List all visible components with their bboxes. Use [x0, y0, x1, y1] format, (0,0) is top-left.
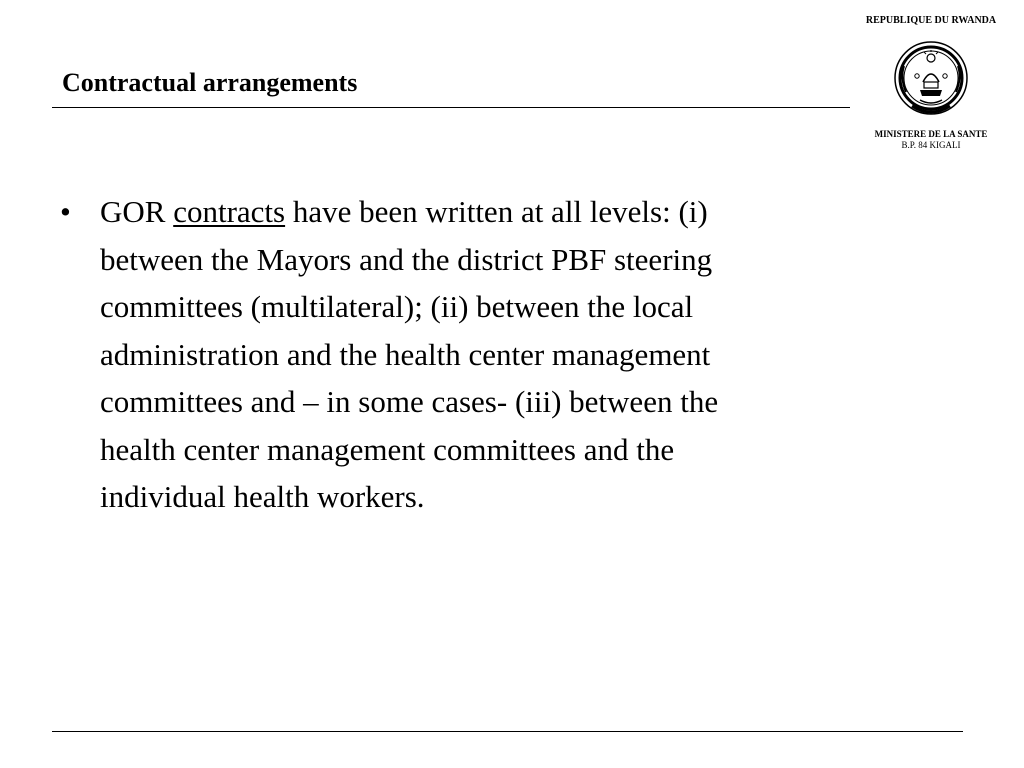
bullet-line-7: individual health workers.	[100, 479, 425, 514]
republic-label: REPUBLIQUE DU RWANDA	[865, 15, 997, 26]
address-label: B.P. 84 KIGALI	[901, 140, 961, 150]
bullet-list-item	[60, 188, 860, 521]
ministry-label: MINISTERE DE LA SANTE	[874, 129, 988, 139]
bullet-line-2: between the Mayors and the district PBF steering	[100, 241, 713, 277]
bullet-text	[100, 188, 860, 521]
slide-title: Contractual arrangements	[62, 68, 358, 97]
bullet-line-5: committees and – in some cases- (iii) between the	[100, 384, 719, 419]
footer-divider	[52, 731, 963, 732]
bullet-line-1	[100, 188, 860, 236]
bullet-icon: •	[60, 194, 71, 229]
coat-of-arms-icon	[890, 36, 972, 122]
bullet-line-1-before: GOR	[100, 194, 174, 229]
title-divider	[52, 107, 850, 108]
bullet-line-4: administration and the health center management	[100, 336, 711, 372]
bullet-line-1-after: have been written at all levels: (i)	[285, 194, 708, 229]
bullet-line-3: committees (multilateral); (ii) between the local	[100, 289, 694, 324]
contracts-link-text: contracts	[173, 194, 286, 229]
bullet-line-6: health center management committees and the	[100, 431, 675, 467]
